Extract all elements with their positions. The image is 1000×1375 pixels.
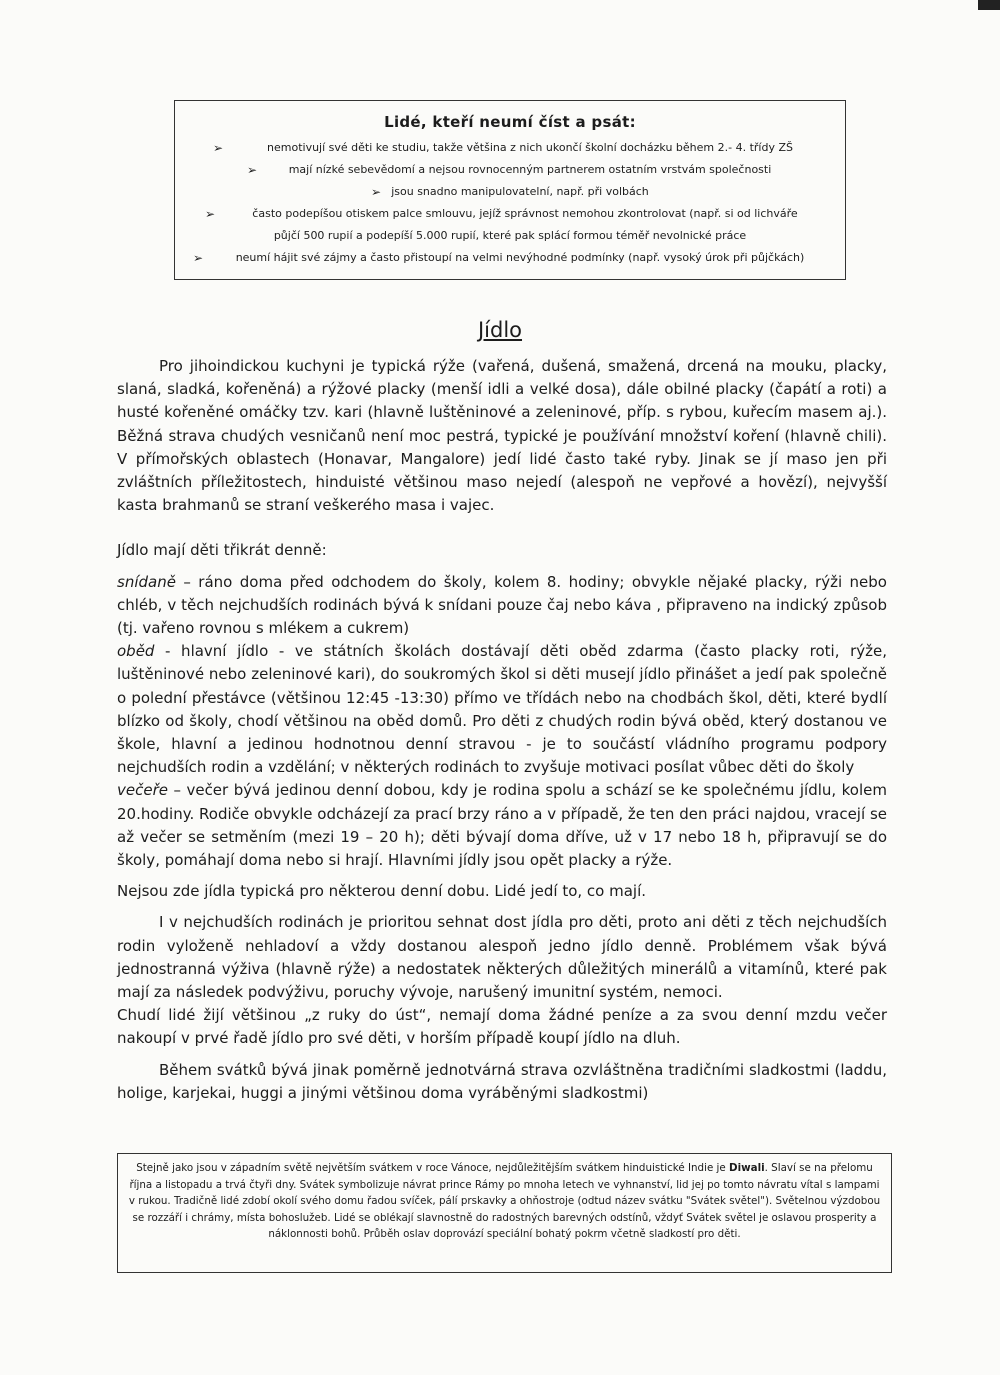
paragraph-meals-intro: Jídlo mají děti třikrát denně: [117, 541, 327, 560]
diwali-box: Stejně jako jsou v západním světě největším svátkem v roce Vánoce, nejdůležitějším svátkem hinduistické Indie je Diwali. Slaví se na přelomu října a listopadu a trvá čtyři dny. Svátek symbolizuje návrat prince Rámy po mnoha letech ve vyhnanství, lid jej po tomto návratu vítal s lampami v rukou. Tradičně lidé zdobí okolí svého domu řadou svíček, pálí prskavky a ohňostroje (odtud název svátku "Svátek světel"). Světelnou výzdobou se rozzáří i chrámy, místa bohoslužeb. Lidé se oblékají slavnostně do radostných barevných odstínů, vždyť Svátek světel je oslavou prosperity a náklonnosti bohů. Průběh oslav doprovází speciální bohatý pokrm včetně sladkostí pro děti. [117, 1153, 892, 1273]
paragraph-intro: Pro jihoindickou kuchyni je typická rýže (vařená, dušená, smažená, drcená na mouku, placky, slaná, sladká, kořeněná) a rýžové placky (menší idli a velké dosa), dále obilné placky (čapátí a roti) a husté kořeněné omáčky tzv. kari (hlavně luštěninové a zeleninové, příp. s rybou, kuřecím masem aj.). Běžná strava chudých vesničanů není moc pestrá, typické je používání množství koření (hlavně chili). V přímořských oblastech (Honavar, Mangalore) jedí lidé často také ryby. Jinak se jí maso jen při zvláštních příležitostech, hinduisté většinou maso nejedí (alespoň ne vepřové a hovězí), nejvyšší kasta brahmanů se straní veškerého masa i vajec. [117, 357, 887, 515]
arrow-bullet-icon: ➢ [205, 207, 216, 221]
lunch-label: oběd [117, 642, 155, 661]
list-item-continuation: půjčí 500 rupií a podepíší 5.000 rupií, které pak splácí formou téměř nevolnické práce [273, 229, 747, 242]
paragraph-dinner: večeře – večer bývá jedinou denní dobou, kdy je rodina spolu a schází se ke společnému jídlu, kolem 20.hodiny. Rodiče obvykle odcházejí za prací brzy ráno a v případě, že ten den práci najdou, vracejí se až večer se setměním (mezi 19 – 20 h); děti bývají doma dříve, už v 17 nebo 18 h, připravují se do školy, pomáhají doma nebo si hrají. Hlavními jídly jsou opět placky a rýže. [117, 781, 887, 870]
scan-corner-mark [978, 0, 1000, 10]
illiteracy-box [174, 100, 846, 280]
section-heading: Jídlo [477, 318, 523, 342]
arrow-bullet-icon: ➢ [193, 251, 204, 265]
box-title: Lidé, kteří neumí číst a psát: [384, 113, 636, 131]
arrow-bullet-icon: ➢ [371, 185, 382, 199]
list-item: ➢ často podepíšou otiskem palce smlouvu, jejíž správnost nemohou zkontrolovat (např. si od lichváře [185, 203, 835, 225]
dinner-label: večeře [117, 781, 168, 800]
paragraph-holidays: Během svátků bývá jinak poměrně jednotvárná strava ozvláštněna tradičními sladkostmi (laddu, holige, karjekai, huggi a jinými většinou doma vyráběnými sladkostmi) [117, 1060, 887, 1102]
list-item: ➢ neumí hájit své zájmy a často přistoupí na velmi nevýhodné podmínky (např. vysoký úrok při půjčkách) [185, 247, 835, 269]
paragraph-priority: I v nejchudších rodinách je prioritou sehnat dost jídla pro děti, proto ani děti z těch nejchudších rodin vyloženě nehladoví a vždy dostanou alespoň jedno jídlo denně. Problémem však bývá jednostranná výživa (hlavně rýže) a nedostatek některých důležitých minerálů a vitamínů, které pak mají za následek podvýživu, poruchy vývoje, narušený imunitní systém, nemoci. [117, 913, 887, 1002]
paragraph-breakfast: snídaně – ráno doma před odchodem do školy, kolem 8. hodiny; obvykle nějaké placky, rýži nebo chléb, v těch nejchudších rodinách bývá k snídani pouze čaj nebo káva , připraveno na indický způsob (tj. vařeno rovnou s mlékem a cukrem) [117, 572, 887, 638]
breakfast-label: snídaně [117, 572, 176, 591]
main-text [117, 355, 887, 1105]
list-item: ➢ jsou snadno manipulovatelní, např. při volbách [185, 181, 835, 203]
paragraph-no-typical: Nejsou zde jídla typická pro některou denní dobu. Lidé jedí to, co mají. [117, 882, 647, 901]
paragraph-hand-to-mouth: Chudí lidé žijí většinou „z ruky do úst“, nemají doma žádné peníze a za svou denní mzdu večer nakoupí v prvé řadě jídlo pro své děti, v horším případě koupí jídlo na dluh. [117, 1006, 887, 1048]
diwali-word: Diwali [729, 1162, 765, 1174]
arrow-bullet-icon: ➢ [247, 163, 258, 177]
list-item: ➢ nemotivují své děti ke studiu, takže většina z nich ukončí školní docházku během 2.- 4. třídy ZŠ [185, 137, 835, 159]
paragraph-lunch: oběd - hlavní jídlo - ve státních školách dostávají děti oběd zdarma (často placky roti, rýže, luštěninové nebo zeleninové kari), do soukromých škol si děti musejí jídlo přinášet a jedí pak společně o polední přestávce (většinou 12:45 -13:30) přímo ve třídách nebo na chodbách škol, děti, které bydlí blízko od školy, chodí většinou na oběd domů. Pro děti z chudých rodin bývá oběd, který dostanou ve škole, hlavní a jedinou hodnotnou denní stravou - je to součástí vládního programu podpory nejchudších rodin a vzdělání; v některých rodinách to zvyšuje motivaci posílat vůbec děti do školy [117, 642, 887, 777]
list-item: ➢ mají nízké sebevědomí a nejsou rovnocenným partnerem ostatním vrstvám společnosti [185, 159, 835, 181]
arrow-bullet-icon: ➢ [213, 141, 224, 155]
